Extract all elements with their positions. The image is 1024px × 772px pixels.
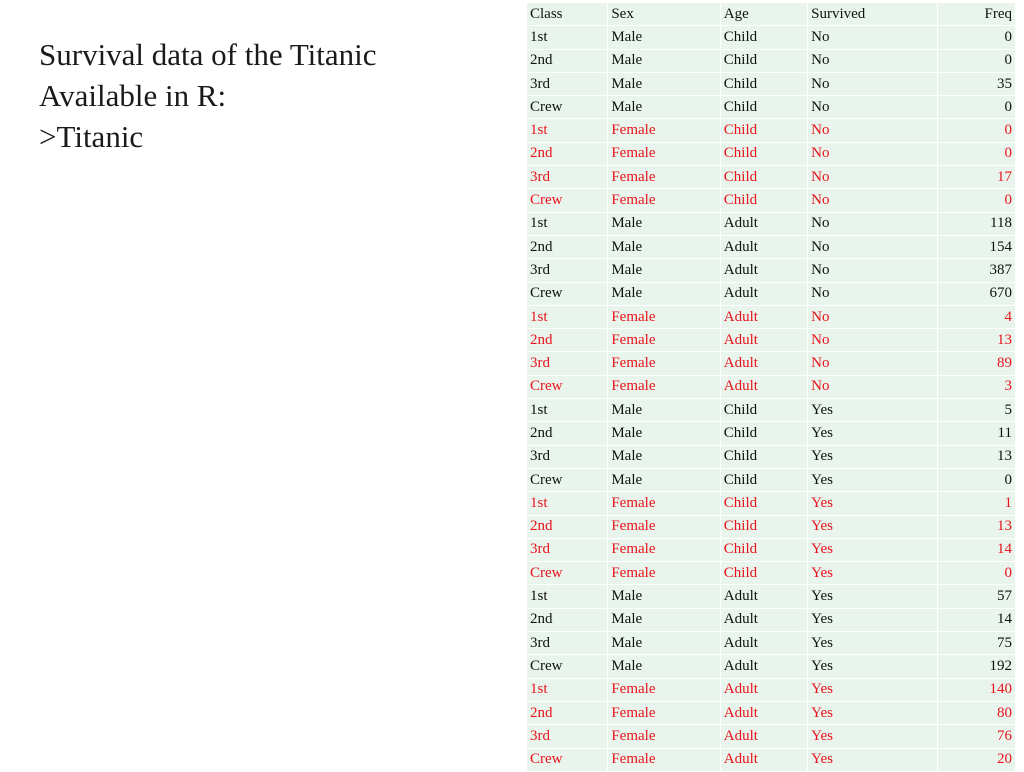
cell-age: Adult (721, 236, 807, 258)
table-row (527, 26, 1015, 48)
table-row (527, 516, 1015, 538)
table-row (527, 96, 1015, 118)
cell-class: 3rd (527, 446, 607, 468)
cell-age: Child (721, 469, 807, 491)
cell-sex: Female (608, 725, 719, 747)
table-body (527, 26, 1015, 771)
cell-survived: No (808, 119, 937, 141)
cell-sex: Female (608, 562, 719, 584)
heading-title: Survival data of the Titanic (39, 37, 377, 72)
heading-subtitle: Available in R: (39, 78, 227, 113)
cell-class: 3rd (527, 259, 607, 281)
cell-survived: No (808, 189, 937, 211)
cell-sex: Male (608, 585, 719, 607)
cell-class: 2nd (527, 143, 607, 165)
cell-survived: Yes (808, 655, 937, 677)
cell-survived: Yes (808, 702, 937, 724)
table-row (527, 585, 1015, 607)
cell-survived: No (808, 329, 937, 351)
cell-survived: No (808, 96, 937, 118)
cell-freq: 75 (938, 632, 1015, 654)
cell-sex: Female (608, 516, 719, 538)
cell-survived: No (808, 73, 937, 95)
cell-class: 2nd (527, 329, 607, 351)
cell-freq: 14 (938, 539, 1015, 561)
cell-class: 3rd (527, 632, 607, 654)
table-row (527, 562, 1015, 584)
cell-survived: No (808, 306, 937, 328)
cell-survived: No (808, 143, 937, 165)
cell-freq: 140 (938, 679, 1015, 701)
cell-age: Child (721, 446, 807, 468)
table-row (527, 189, 1015, 211)
cell-survived: Yes (808, 562, 937, 584)
cell-survived: No (808, 213, 937, 235)
cell-freq: 154 (938, 236, 1015, 258)
cell-sex: Female (608, 539, 719, 561)
table-row (527, 73, 1015, 95)
cell-class: 3rd (527, 725, 607, 747)
cell-survived: No (808, 236, 937, 258)
cell-sex: Female (608, 679, 719, 701)
header-freq: Freq (938, 3, 1015, 25)
table-row (527, 166, 1015, 188)
table-row (527, 50, 1015, 72)
cell-age: Child (721, 166, 807, 188)
cell-class: 1st (527, 119, 607, 141)
cell-sex: Female (608, 189, 719, 211)
table-row (527, 469, 1015, 491)
cell-sex: Female (608, 749, 719, 771)
cell-age: Adult (721, 259, 807, 281)
cell-survived: Yes (808, 585, 937, 607)
cell-sex: Male (608, 236, 719, 258)
cell-survived: Yes (808, 516, 937, 538)
cell-survived: Yes (808, 446, 937, 468)
cell-sex: Male (608, 26, 719, 48)
table-row (527, 376, 1015, 398)
header-class: Class (527, 3, 607, 25)
cell-sex: Male (608, 655, 719, 677)
cell-class: Crew (527, 749, 607, 771)
cell-age: Child (721, 516, 807, 538)
cell-survived: Yes (808, 539, 937, 561)
cell-survived: Yes (808, 399, 937, 421)
table-row (527, 422, 1015, 444)
cell-freq: 0 (938, 189, 1015, 211)
cell-age: Child (721, 539, 807, 561)
cell-class: 3rd (527, 539, 607, 561)
cell-freq: 13 (938, 516, 1015, 538)
cell-sex: Male (608, 259, 719, 281)
cell-freq: 13 (938, 329, 1015, 351)
cell-class: Crew (527, 376, 607, 398)
cell-class: Crew (527, 283, 607, 305)
cell-sex: Female (608, 352, 719, 374)
cell-sex: Male (608, 213, 719, 235)
cell-class: Crew (527, 469, 607, 491)
cell-freq: 670 (938, 283, 1015, 305)
cell-freq: 13 (938, 446, 1015, 468)
heading-command: >Titanic (39, 119, 144, 154)
cell-survived: Yes (808, 609, 937, 631)
table-row (527, 283, 1015, 305)
cell-age: Adult (721, 376, 807, 398)
header-survived: Survived (808, 3, 937, 25)
cell-age: Child (721, 26, 807, 48)
cell-sex: Female (608, 166, 719, 188)
cell-sex: Female (608, 492, 719, 514)
slide-heading (39, 34, 377, 157)
cell-sex: Male (608, 399, 719, 421)
cell-age: Adult (721, 306, 807, 328)
cell-age: Adult (721, 702, 807, 724)
cell-class: Crew (527, 562, 607, 584)
cell-class: 3rd (527, 166, 607, 188)
cell-survived: Yes (808, 469, 937, 491)
table-row (527, 725, 1015, 747)
cell-freq: 17 (938, 166, 1015, 188)
table-row (527, 655, 1015, 677)
table-row (527, 352, 1015, 374)
table-row (527, 119, 1015, 141)
cell-freq: 0 (938, 50, 1015, 72)
cell-freq: 11 (938, 422, 1015, 444)
cell-class: 1st (527, 399, 607, 421)
cell-sex: Male (608, 283, 719, 305)
cell-class: 3rd (527, 73, 607, 95)
cell-sex: Male (608, 96, 719, 118)
cell-class: Crew (527, 655, 607, 677)
table-row (527, 539, 1015, 561)
cell-age: Child (721, 143, 807, 165)
cell-sex: Male (608, 632, 719, 654)
titanic-table (526, 2, 1016, 772)
cell-sex: Female (608, 376, 719, 398)
table-row (527, 259, 1015, 281)
cell-survived: Yes (808, 679, 937, 701)
cell-sex: Male (608, 422, 719, 444)
cell-freq: 4 (938, 306, 1015, 328)
cell-age: Adult (721, 749, 807, 771)
cell-age: Child (721, 399, 807, 421)
cell-class: 1st (527, 213, 607, 235)
table-row (527, 632, 1015, 654)
cell-survived: No (808, 376, 937, 398)
cell-age: Child (721, 50, 807, 72)
cell-class: 2nd (527, 516, 607, 538)
cell-class: Crew (527, 96, 607, 118)
cell-freq: 0 (938, 119, 1015, 141)
cell-class: Crew (527, 189, 607, 211)
header-sex: Sex (608, 3, 719, 25)
cell-sex: Female (608, 119, 719, 141)
cell-sex: Male (608, 446, 719, 468)
table-header-row (527, 3, 1015, 25)
cell-freq: 192 (938, 655, 1015, 677)
cell-age: Adult (721, 725, 807, 747)
cell-survived: No (808, 166, 937, 188)
cell-age: Adult (721, 655, 807, 677)
cell-class: 2nd (527, 50, 607, 72)
cell-freq: 0 (938, 562, 1015, 584)
table-row (527, 446, 1015, 468)
cell-class: 1st (527, 679, 607, 701)
cell-freq: 0 (938, 143, 1015, 165)
cell-age: Adult (721, 283, 807, 305)
cell-survived: Yes (808, 632, 937, 654)
cell-age: Child (721, 96, 807, 118)
cell-class: 2nd (527, 702, 607, 724)
cell-class: 1st (527, 585, 607, 607)
cell-age: Adult (721, 329, 807, 351)
cell-freq: 0 (938, 96, 1015, 118)
cell-sex: Male (608, 469, 719, 491)
table-row (527, 236, 1015, 258)
cell-survived: No (808, 26, 937, 48)
cell-sex: Female (608, 702, 719, 724)
cell-age: Child (721, 562, 807, 584)
cell-survived: No (808, 259, 937, 281)
table-row (527, 306, 1015, 328)
cell-age: Child (721, 189, 807, 211)
cell-age: Adult (721, 352, 807, 374)
cell-age: Adult (721, 632, 807, 654)
table-row (527, 143, 1015, 165)
table-row (527, 399, 1015, 421)
cell-survived: Yes (808, 492, 937, 514)
cell-freq: 0 (938, 469, 1015, 491)
cell-age: Child (721, 492, 807, 514)
cell-freq: 0 (938, 26, 1015, 48)
cell-age: Adult (721, 609, 807, 631)
cell-sex: Female (608, 306, 719, 328)
cell-age: Child (721, 119, 807, 141)
cell-class: 1st (527, 26, 607, 48)
table-row (527, 609, 1015, 631)
cell-age: Child (721, 73, 807, 95)
cell-class: 1st (527, 492, 607, 514)
cell-freq: 20 (938, 749, 1015, 771)
cell-survived: No (808, 352, 937, 374)
cell-survived: No (808, 283, 937, 305)
cell-age: Adult (721, 213, 807, 235)
titanic-table-container (526, 2, 1016, 772)
cell-freq: 118 (938, 213, 1015, 235)
cell-class: 2nd (527, 609, 607, 631)
cell-freq: 80 (938, 702, 1015, 724)
cell-class: 3rd (527, 352, 607, 374)
cell-freq: 3 (938, 376, 1015, 398)
cell-sex: Female (608, 143, 719, 165)
cell-class: 1st (527, 306, 607, 328)
cell-class: 2nd (527, 422, 607, 444)
cell-age: Adult (721, 679, 807, 701)
cell-freq: 35 (938, 73, 1015, 95)
cell-survived: Yes (808, 749, 937, 771)
cell-class: 2nd (527, 236, 607, 258)
table-row (527, 329, 1015, 351)
cell-freq: 76 (938, 725, 1015, 747)
table-row (527, 213, 1015, 235)
cell-sex: Male (608, 50, 719, 72)
cell-sex: Male (608, 609, 719, 631)
cell-freq: 5 (938, 399, 1015, 421)
header-age: Age (721, 3, 807, 25)
table-row (527, 679, 1015, 701)
cell-freq: 57 (938, 585, 1015, 607)
cell-survived: No (808, 50, 937, 72)
cell-survived: Yes (808, 725, 937, 747)
table-row (527, 749, 1015, 771)
cell-sex: Female (608, 329, 719, 351)
cell-survived: Yes (808, 422, 937, 444)
cell-freq: 387 (938, 259, 1015, 281)
cell-age: Child (721, 422, 807, 444)
cell-freq: 14 (938, 609, 1015, 631)
table-row (527, 492, 1015, 514)
table-row (527, 702, 1015, 724)
cell-sex: Male (608, 73, 719, 95)
cell-freq: 89 (938, 352, 1015, 374)
cell-freq: 1 (938, 492, 1015, 514)
cell-age: Adult (721, 585, 807, 607)
